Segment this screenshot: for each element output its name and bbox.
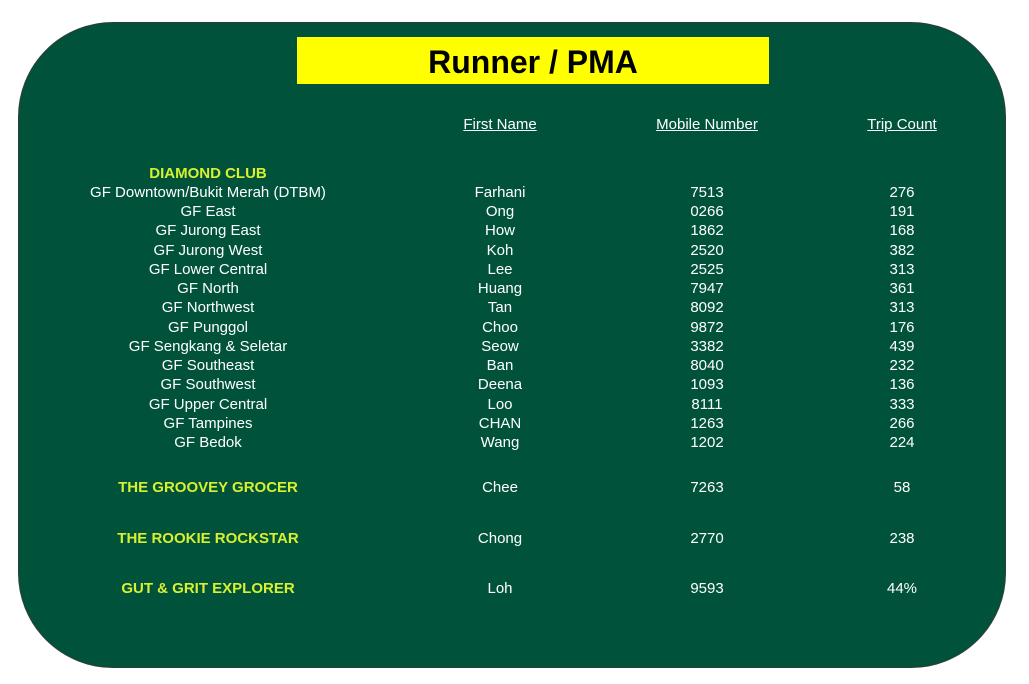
row-trip-count: 191 <box>889 203 915 220</box>
row-trip-count: 224 <box>889 434 915 451</box>
row-trip-count: 176 <box>889 319 915 336</box>
row-mobile-number: 3382 <box>690 338 724 355</box>
award-mobile-number: 2770 <box>690 530 724 547</box>
row-trip-count: 439 <box>889 338 915 355</box>
row-first-name: How <box>484 222 515 239</box>
row-trip-count: 232 <box>889 357 915 374</box>
row-mobile-number: 2525 <box>690 261 724 278</box>
row-first-name: Ong <box>485 203 515 220</box>
award-trip-count: 44% <box>886 580 918 597</box>
award-first-name: Chee <box>482 479 518 496</box>
row-region: GF Northwest <box>161 299 255 316</box>
row-first-name: Choo <box>482 319 518 336</box>
row-region: GF Punggol <box>167 319 249 336</box>
row-mobile-number: 0266 <box>690 203 724 220</box>
row-trip-count: 266 <box>889 415 915 432</box>
row-mobile-number: 1862 <box>690 222 724 239</box>
row-trip-count: 361 <box>889 280 915 297</box>
row-region: GF Sengkang & Seletar <box>128 338 288 355</box>
row-region: GF North <box>177 280 239 297</box>
row-trip-count: 333 <box>889 396 915 413</box>
row-trip-count: 168 <box>889 222 915 239</box>
row-first-name: Lee <box>487 261 513 278</box>
row-first-name: Loo <box>487 396 513 413</box>
row-region: GF Upper Central <box>148 396 268 413</box>
row-region: GF Bedok <box>174 434 242 451</box>
row-mobile-number: 8111 <box>691 396 723 413</box>
award-first-name: Loh <box>487 580 513 597</box>
header-trip-count: Trip Count <box>867 116 937 133</box>
row-region: GF Southeast <box>161 357 255 374</box>
row-region: GF Jurong East <box>155 222 261 239</box>
row-mobile-number: 2520 <box>690 242 724 259</box>
award-mobile-number: 7263 <box>690 479 724 496</box>
row-first-name: Koh <box>486 242 514 259</box>
row-region: GF Southwest <box>160 376 256 393</box>
row-first-name: Tan <box>487 299 513 316</box>
row-first-name: Huang <box>477 280 523 297</box>
row-first-name: Ban <box>486 357 514 374</box>
award-mobile-number: 9593 <box>690 580 724 597</box>
row-trip-count: 313 <box>889 299 915 316</box>
row-mobile-number: 7947 <box>690 280 724 297</box>
row-mobile-number: 1093 <box>690 376 724 393</box>
row-first-name: Seow <box>481 338 519 355</box>
row-region: GF Lower Central <box>148 261 268 278</box>
row-mobile-number: 1263 <box>690 415 724 432</box>
row-first-name: Deena <box>477 376 523 393</box>
row-first-name: CHAN <box>478 415 522 432</box>
row-first-name: Wang <box>480 434 520 451</box>
row-region: GF Jurong West <box>153 242 263 259</box>
row-mobile-number: 8092 <box>690 299 724 316</box>
award-label: THE GROOVEY GROCER <box>118 479 298 496</box>
award-trip-count: 238 <box>889 530 915 547</box>
row-region: GF Tampines <box>163 415 253 432</box>
row-trip-count: 136 <box>889 376 915 393</box>
row-mobile-number: 8040 <box>690 357 724 374</box>
row-region: GF Downtown/Bukit Merah (DTBM) <box>90 184 326 201</box>
row-trip-count: 276 <box>889 184 915 201</box>
award-label: GUT & GRIT EXPLORER <box>121 580 295 597</box>
header-first-name: First Name <box>463 116 537 133</box>
row-trip-count: 313 <box>889 261 915 278</box>
award-trip-count: 58 <box>893 479 911 496</box>
row-first-name: Farhani <box>474 184 526 201</box>
row-mobile-number: 7513 <box>690 184 724 201</box>
row-trip-count: 382 <box>889 242 915 259</box>
award-label: THE ROOKIE ROCKSTAR <box>117 530 299 547</box>
row-region: GF East <box>180 203 236 220</box>
row-mobile-number: 9872 <box>690 319 724 336</box>
page-title: Runner / PMA <box>297 37 769 84</box>
category-diamond-club: DIAMOND CLUB <box>149 165 267 182</box>
row-mobile-number: 1202 <box>690 434 724 451</box>
award-first-name: Chong <box>477 530 523 547</box>
header-mobile-number: Mobile Number <box>656 116 758 133</box>
